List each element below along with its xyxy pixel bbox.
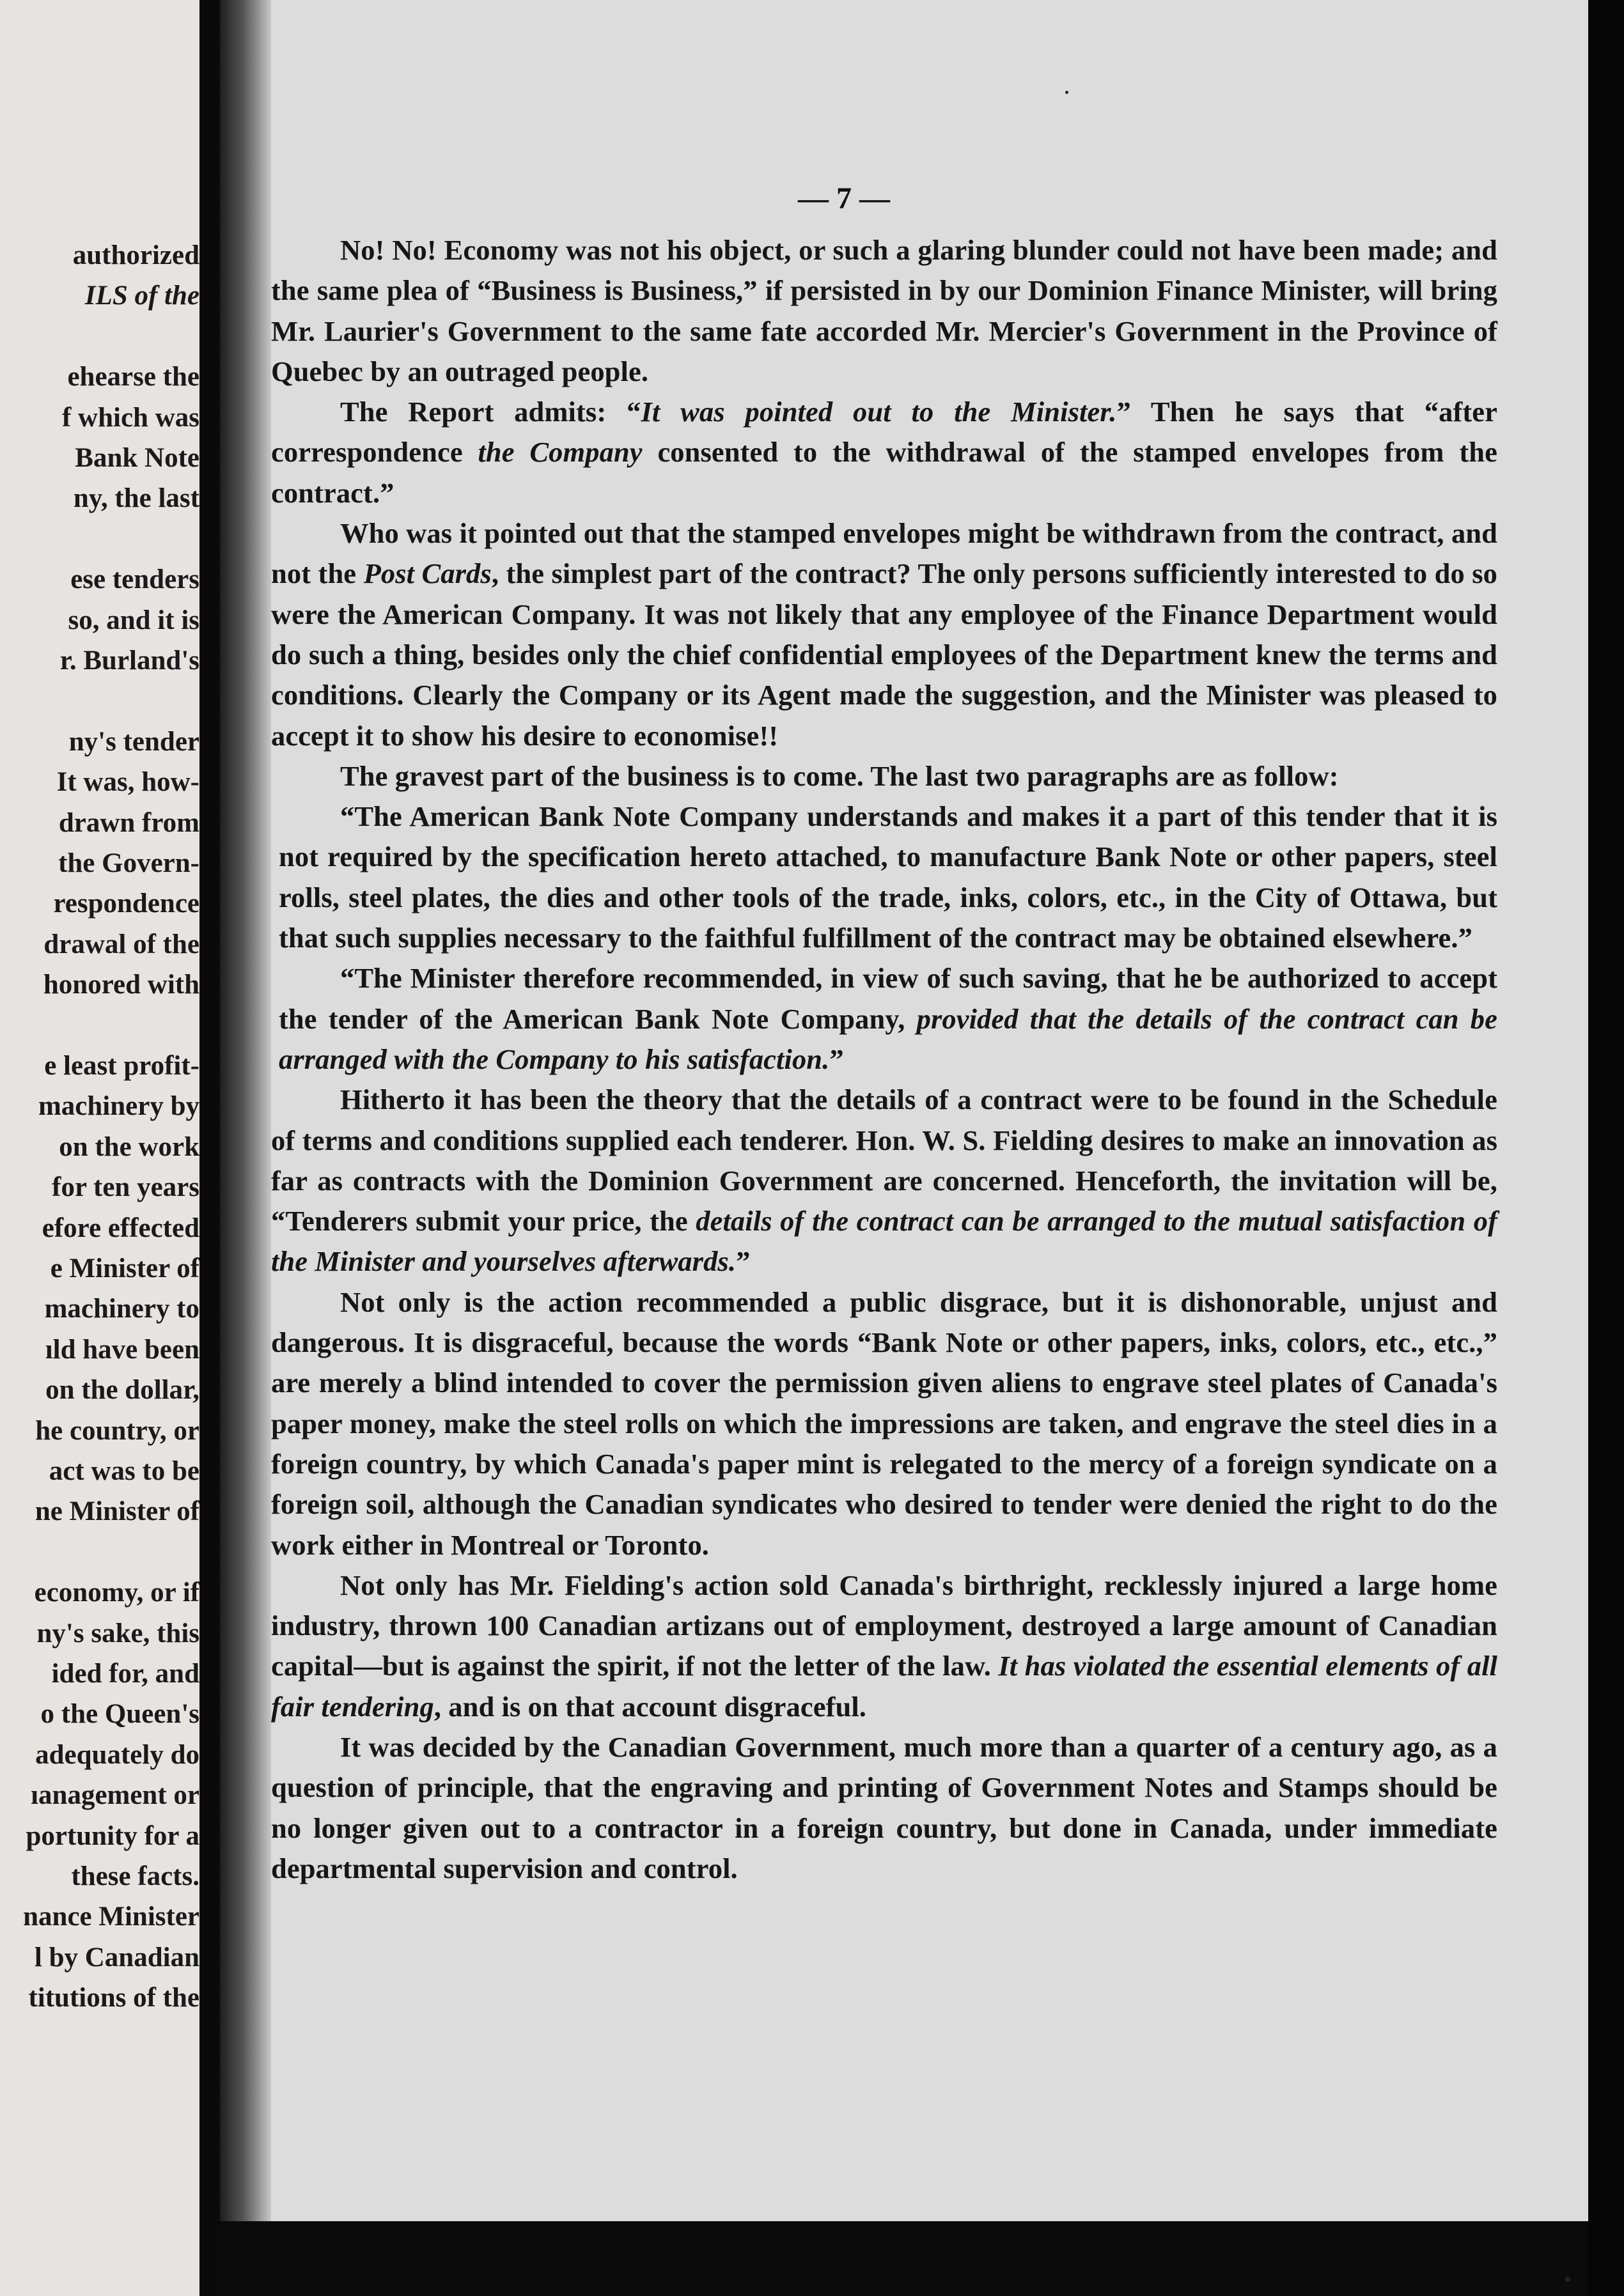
paragraph (271, 1727, 1497, 1889)
left-page-line: ıanagement or (31, 1780, 199, 1811)
left-page-line: portunity for a (26, 1820, 199, 1851)
left-page-line: f which was (61, 402, 199, 433)
left-page-line: he country, or (35, 1415, 199, 1446)
text-run: Hitherto it has been the theory that the details of a contract were to be found in the Schedule of terms and conditions supplied each tenderer. Hon. W. S. Fielding desires to make an innovation as far as contracts with the Dominion Government are concerned. Henceforth, the invitation will be, “Tenderers submit your price, the (271, 1083, 1497, 1237)
italic-text-run: Post Cards (363, 557, 492, 590)
right-page-edge (1588, 0, 1624, 2296)
text-run: , the simplest part of the contract? The only persons sufficiently interested to do so were the American Company. It was not likely that any employee of the Finance Department would do such a thing, besides only the chief confidential employees of the Department knew the terms and conditions. Clearly the Company or its Agent made the suggestion, and the Minister was pleased to accept it to show his desire to economise!! (271, 557, 1497, 752)
left-page-line: ny's sake, this (36, 1618, 199, 1648)
left-page-line: for ten years (52, 1172, 199, 1203)
left-page-line: the Govern- (58, 848, 199, 878)
ink-speck (1565, 2277, 1570, 2282)
text-run: Who was it pointed out that the stamped envelopes might be withdrawn from the contract, and not the (271, 517, 1497, 590)
left-page-line: these facts. (71, 1861, 199, 1891)
left-page-line: o the Queen's (40, 1699, 199, 1730)
left-page-line: r. Burland's (59, 646, 199, 676)
left-page-line: titutions of the (28, 1983, 199, 2013)
left-page-line: act was to be (49, 1456, 199, 1486)
left-page-line: authorized (72, 240, 199, 270)
left-page-line: on the dollar, (45, 1375, 199, 1406)
italic-text-run: It was pointed out to the Minister. (641, 396, 1117, 428)
italic-text-run: the Company (478, 436, 643, 469)
left-page-line: nance Minister (23, 1902, 199, 1932)
left-facing-page (0, 0, 199, 2296)
text-run: Not only has Mr. Fielding's action sold Canada's birthright, recklessly injured a large home industry, thrown 100 Canadian artizans out of employment, destroyed a large amount of Canadian capital—but is against the spirit, if not the letter of the law. (271, 1569, 1497, 1682)
left-page-line: honored with (43, 970, 199, 1000)
left-page-line: ıld have been (45, 1334, 199, 1365)
text-run: ” Then he says that “after correspondence (271, 396, 1497, 469)
left-page-line: respondence (53, 888, 199, 919)
italic-text-run: provided that the details of the contract can be arranged with the Company to his satisfaction. (279, 1002, 1498, 1075)
left-page-line: machinery by (38, 1091, 199, 1122)
text-run: , and is on that account disgraceful. (433, 1690, 867, 1723)
left-page-line: economy, or if (34, 1578, 199, 1608)
left-page-line: ne Minister of (35, 1496, 199, 1527)
text-run: “The American Bank Note Company understands and makes it a part of this tender that it is not required by the specification hereto attached, to manufacture Bank Note or other papers, steel rolls, steel plates, the dies and other tools of the trade, inks, colors, etc., in the City of Ottawa, but that such supplies necessary to the faithful fulfillment of the contract may be obtained elsewhere.” (279, 800, 1497, 954)
paragraph (271, 1282, 1497, 1565)
ink-speck (1065, 91, 1068, 94)
left-page-line: ese tenders (70, 564, 199, 595)
quoted-paragraph (271, 796, 1497, 958)
paragraph (271, 1080, 1497, 1282)
paragraph (271, 756, 1497, 796)
left-page-line: machinery to (44, 1294, 199, 1324)
paragraph (271, 392, 1497, 513)
italic-text-run: details of the contract can be arranged to the mutual satisfaction of the Minister and yourselves afterwards. (271, 1205, 1498, 1278)
left-page-line: e least profit- (44, 1051, 199, 1081)
left-page-line: drawal of the (43, 929, 199, 959)
left-page-line: on the work (59, 1131, 199, 1162)
page-gutter (199, 0, 220, 2296)
binding-shadow (220, 0, 271, 2221)
left-page-line: ided for, and (51, 1659, 199, 1689)
left-page-line: l by Canadian (34, 1942, 199, 1973)
left-page-line: ny, the last (73, 483, 199, 514)
text-run: The gravest part of the business is to come. The last two paragraphs are as follow: (340, 759, 1339, 792)
left-page-line: drawn from (58, 807, 199, 838)
text-run: “The Minister therefore recommended, in view of such saving, that he be authorized to accept the tender of the American Bank Note Company, (279, 962, 1497, 1035)
left-page-line: ehearse the (67, 362, 199, 392)
paragraph (271, 513, 1497, 756)
text-run: The Report admits: “ (340, 396, 641, 428)
text-run: consented to the withdrawal of the stamped envelopes from the contract.” (271, 436, 1497, 509)
page-number: — 7 — (798, 182, 890, 215)
text-run: It was decided by the Canadian Government, much more than a quarter of a century ago, as a question of principle, that the engraving and printing of Government Notes and Stamps should be no longer given out to a contractor in a foreign country, but done in Canada, under immediate departmental supervision and control. (271, 1730, 1497, 1884)
left-page-line: Bank Note (75, 443, 199, 473)
left-page-line: ny's tender (68, 726, 199, 757)
text-run: ” (829, 1043, 844, 1075)
text-run: No! No! Economy was not his object, or such a glaring blunder could not have been made; and the same plea of “Business is Business,” if persisted in by our Dominion Finance Minister, will bring Mr. Laurier's Government to the same fate accorded Mr. Mercier's Government in the Province of Quebec by an outraged people. (271, 234, 1497, 387)
left-page-line: efore effected (42, 1213, 199, 1243)
left-page-line: e Minister of (50, 1253, 199, 1284)
document-body (271, 230, 1497, 1889)
paragraph (271, 1565, 1497, 1727)
text-run: Not only is the action recommended a public disgrace, but it is dishonorable, unjust and dangerous. It is disgraceful, because the words “Bank Note or other papers, inks, colors, etc., etc.,” are merely a blind intended to cover the permission given aliens to engrave steel plates of Canada's paper money, make the steel rolls on which the impressions are taken, and engrave the steel dies in a foreign country, by which Canada's paper mint is relegated to the mercy of a foreign syndicate on a foreign soil, although the Canadian syndicates who desired to tender were denied the right to do the work either in Montreal or Toronto. (271, 1285, 1497, 1561)
left-page-line: adequately do (35, 1739, 199, 1770)
quoted-paragraph (271, 958, 1497, 1080)
left-page-line: so, and it is (68, 605, 199, 635)
italic-text-run: It has violated the essential elements of all fair tendering (271, 1650, 1497, 1723)
text-run: ” (736, 1245, 751, 1278)
paragraph (271, 230, 1497, 392)
left-page-line: It was, how- (56, 767, 199, 798)
left-page-line: ILS of the (84, 281, 199, 311)
